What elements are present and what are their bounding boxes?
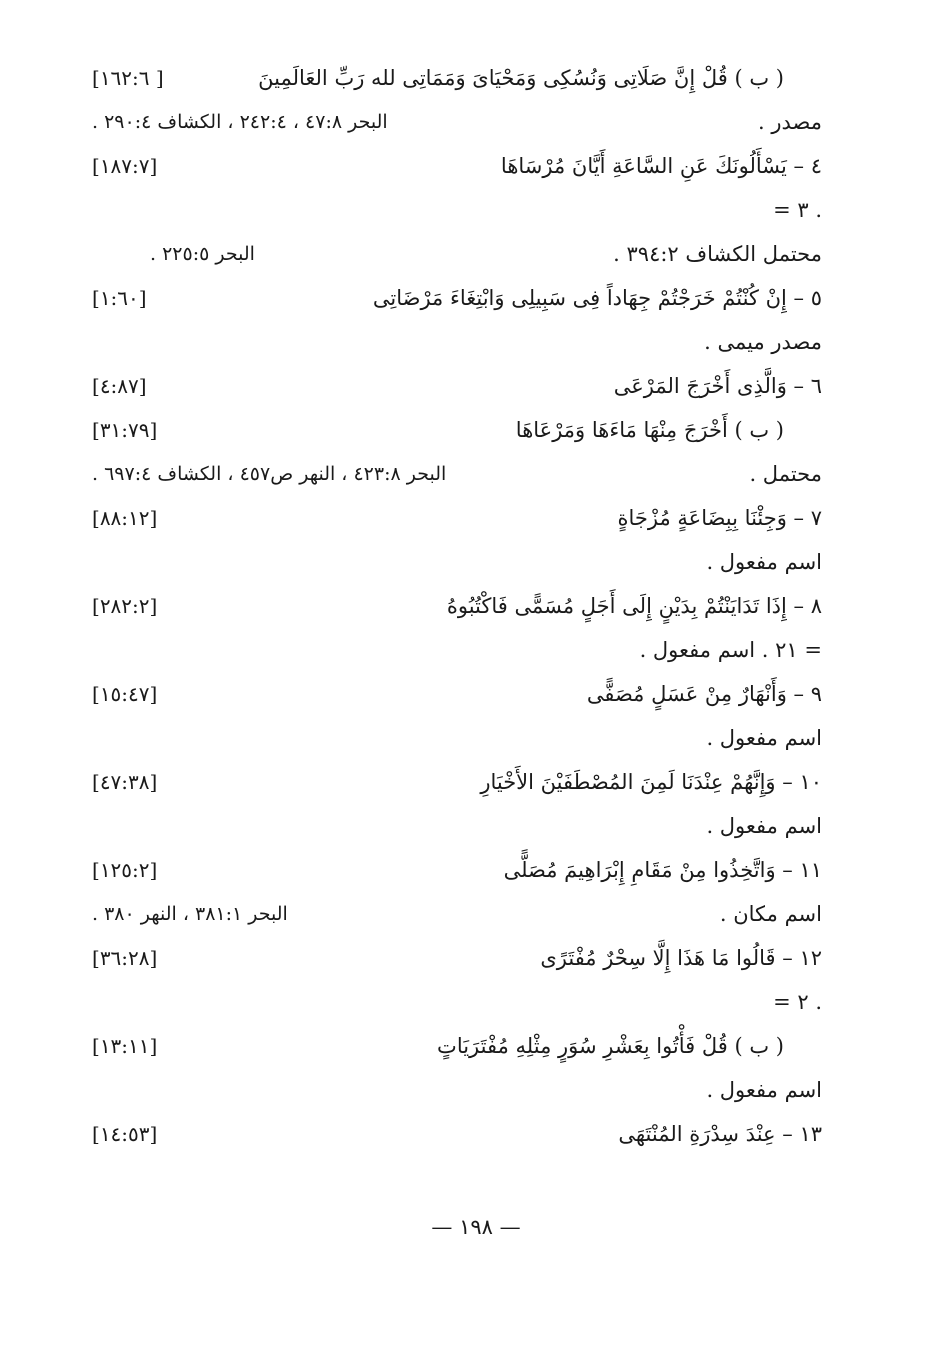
verse-reference: [١:٦٠] (92, 286, 147, 310)
text-line (92, 850, 822, 890)
text-line (92, 1114, 822, 1154)
text-line (92, 982, 822, 1022)
line-text: ٤ – يَسْأَلُونَكَ عَنِ السَّاعَةِ أَيَّانَ مُرْسَاهَا (500, 154, 822, 178)
text-line (92, 366, 822, 406)
line-text: مصدر ميمى . (704, 330, 822, 354)
line-text: اسم مفعول . (706, 814, 822, 838)
verse-reference: [١٣:١١] (92, 1034, 158, 1058)
verse-reference: [١٨٧:٧] (92, 154, 158, 178)
line-text: محتمل الكشاف ٣٩٤:٢ . (613, 242, 822, 266)
line-text: ( ب ) أَخْرَجَ مِنْهَا مَاءَهَا وَمَرْعَاهَا (515, 418, 784, 442)
line-text: ١٢ – قَالُوا مَا هَذَا إِلَّا سِحْرٌ مُفْتَرًى (540, 946, 822, 970)
verse-reference: [٣٦:٢٨] (92, 946, 158, 970)
line-text: = ٢ . (773, 990, 822, 1014)
text-line (92, 542, 822, 582)
line-text: ٧ – وَجِئْنَا بِبِضَاعَةٍ مُزْجَاةٍ (617, 506, 822, 530)
line-text: ( ب ) قُلْ إِنَّ صَلَاتِى وَنُسُكِى وَمَحْيَاىَ وَمَمَاتِى لله رَبِّ العَالَمِينَ (258, 66, 784, 90)
line-text: اسم مفعول . (706, 1078, 822, 1102)
text-line (92, 806, 822, 846)
source-note: البحر ٣٨١:١ ، النهر ٣٨٠ . (92, 903, 288, 925)
verse-reference: [١٥:٤٧] (92, 682, 158, 706)
verse-reference: [٣١:٧٩] (92, 418, 158, 442)
line-text: اسم مفعول . (706, 726, 822, 750)
text-line (92, 190, 822, 230)
text-line (92, 762, 822, 802)
line-text: محتمل . (749, 462, 822, 486)
text-line (92, 102, 822, 142)
text-line (92, 938, 822, 978)
verse-reference: [١٤:٥٣] (92, 1122, 158, 1146)
line-text: ١٠ – وَإِنَّهُمْ عِنْدَنَا لَمِنَ المُصْطَفَيْنَ الأَخْيَارِ (480, 770, 822, 794)
text-line (92, 58, 822, 98)
line-text: اسم مكان . (719, 902, 822, 926)
line-text: ٦ – وَالَّذِى أَخْرَجَ المَرْعَى (613, 374, 822, 398)
verse-reference: [٢٨٢:٢] (92, 594, 158, 618)
verse-reference: [٤٧:٣٨] (92, 770, 158, 794)
text-line (92, 146, 822, 186)
text-line (92, 586, 822, 626)
source-note: البحر ٤٢٣:٨ ، النهر ص٤٥٧ ، الكشاف ٦٩٧:٤ . (92, 463, 447, 485)
source-note: البحر ٢٢٥:٥ . (150, 243, 255, 265)
text-line (92, 718, 822, 758)
verse-reference: [١٦٢:٦ ] (92, 66, 164, 90)
text-line (92, 630, 822, 670)
line-text: ١٣ – عِنْدَ سِدْرَةِ المُنْتَهَى (618, 1122, 822, 1146)
source-note: البحر ٤٧:٨ ، ٢٤٢:٤ ، الكشاف ٢٩٠:٤ . (92, 111, 388, 133)
text-line (92, 1070, 822, 1110)
verse-reference: [٨٨:١٢] (92, 506, 158, 530)
text-line (92, 498, 822, 538)
verse-reference: [٤:٨٧] (92, 374, 147, 398)
text-line (92, 322, 822, 362)
text-line (92, 1026, 822, 1066)
text-line (92, 454, 822, 494)
text-line (92, 894, 822, 934)
line-text: = ٢١ . اسم مفعول . (639, 638, 822, 662)
text-line (92, 410, 822, 450)
line-text: مصدر . (758, 110, 822, 134)
text-line (92, 674, 822, 714)
line-text: ٥ – إِنْ كُنْتُمْ خَرَجْتُمْ جِهَاداً فِى سَبِيلِى وَابْتِغَاءَ مَرْضَاتِى (372, 286, 822, 310)
line-text: ٩ – وَأَنْهَارٌ مِنْ عَسَلٍ مُصَفًّى (586, 682, 822, 706)
line-text: اسم مفعول . (706, 550, 822, 574)
page-number: — ١٩٨ — (431, 1215, 521, 1239)
line-text: = ٣ . (773, 198, 822, 222)
text-line (92, 278, 822, 318)
line-text: ١١ – وَاتَّخِذُوا مِنْ مَقَامِ إِبْرَاهِيمَ مُصَلًّى (503, 858, 822, 882)
text-line (92, 234, 822, 274)
line-text: ٨ – إِذَا تَدَايَنْتُمْ بِدَيْنٍ إِلَى أَجَلٍ مُسَمًّى فَاكْتُبُوهُ (446, 594, 822, 618)
line-text: ( ب ) قُلْ فَأْتُوا بِعَشْرِ سُوَرٍ مِثْلِهِ مُفْتَرَيَاتٍ (437, 1034, 784, 1058)
verse-reference: [١٢٥:٢] (92, 858, 158, 882)
